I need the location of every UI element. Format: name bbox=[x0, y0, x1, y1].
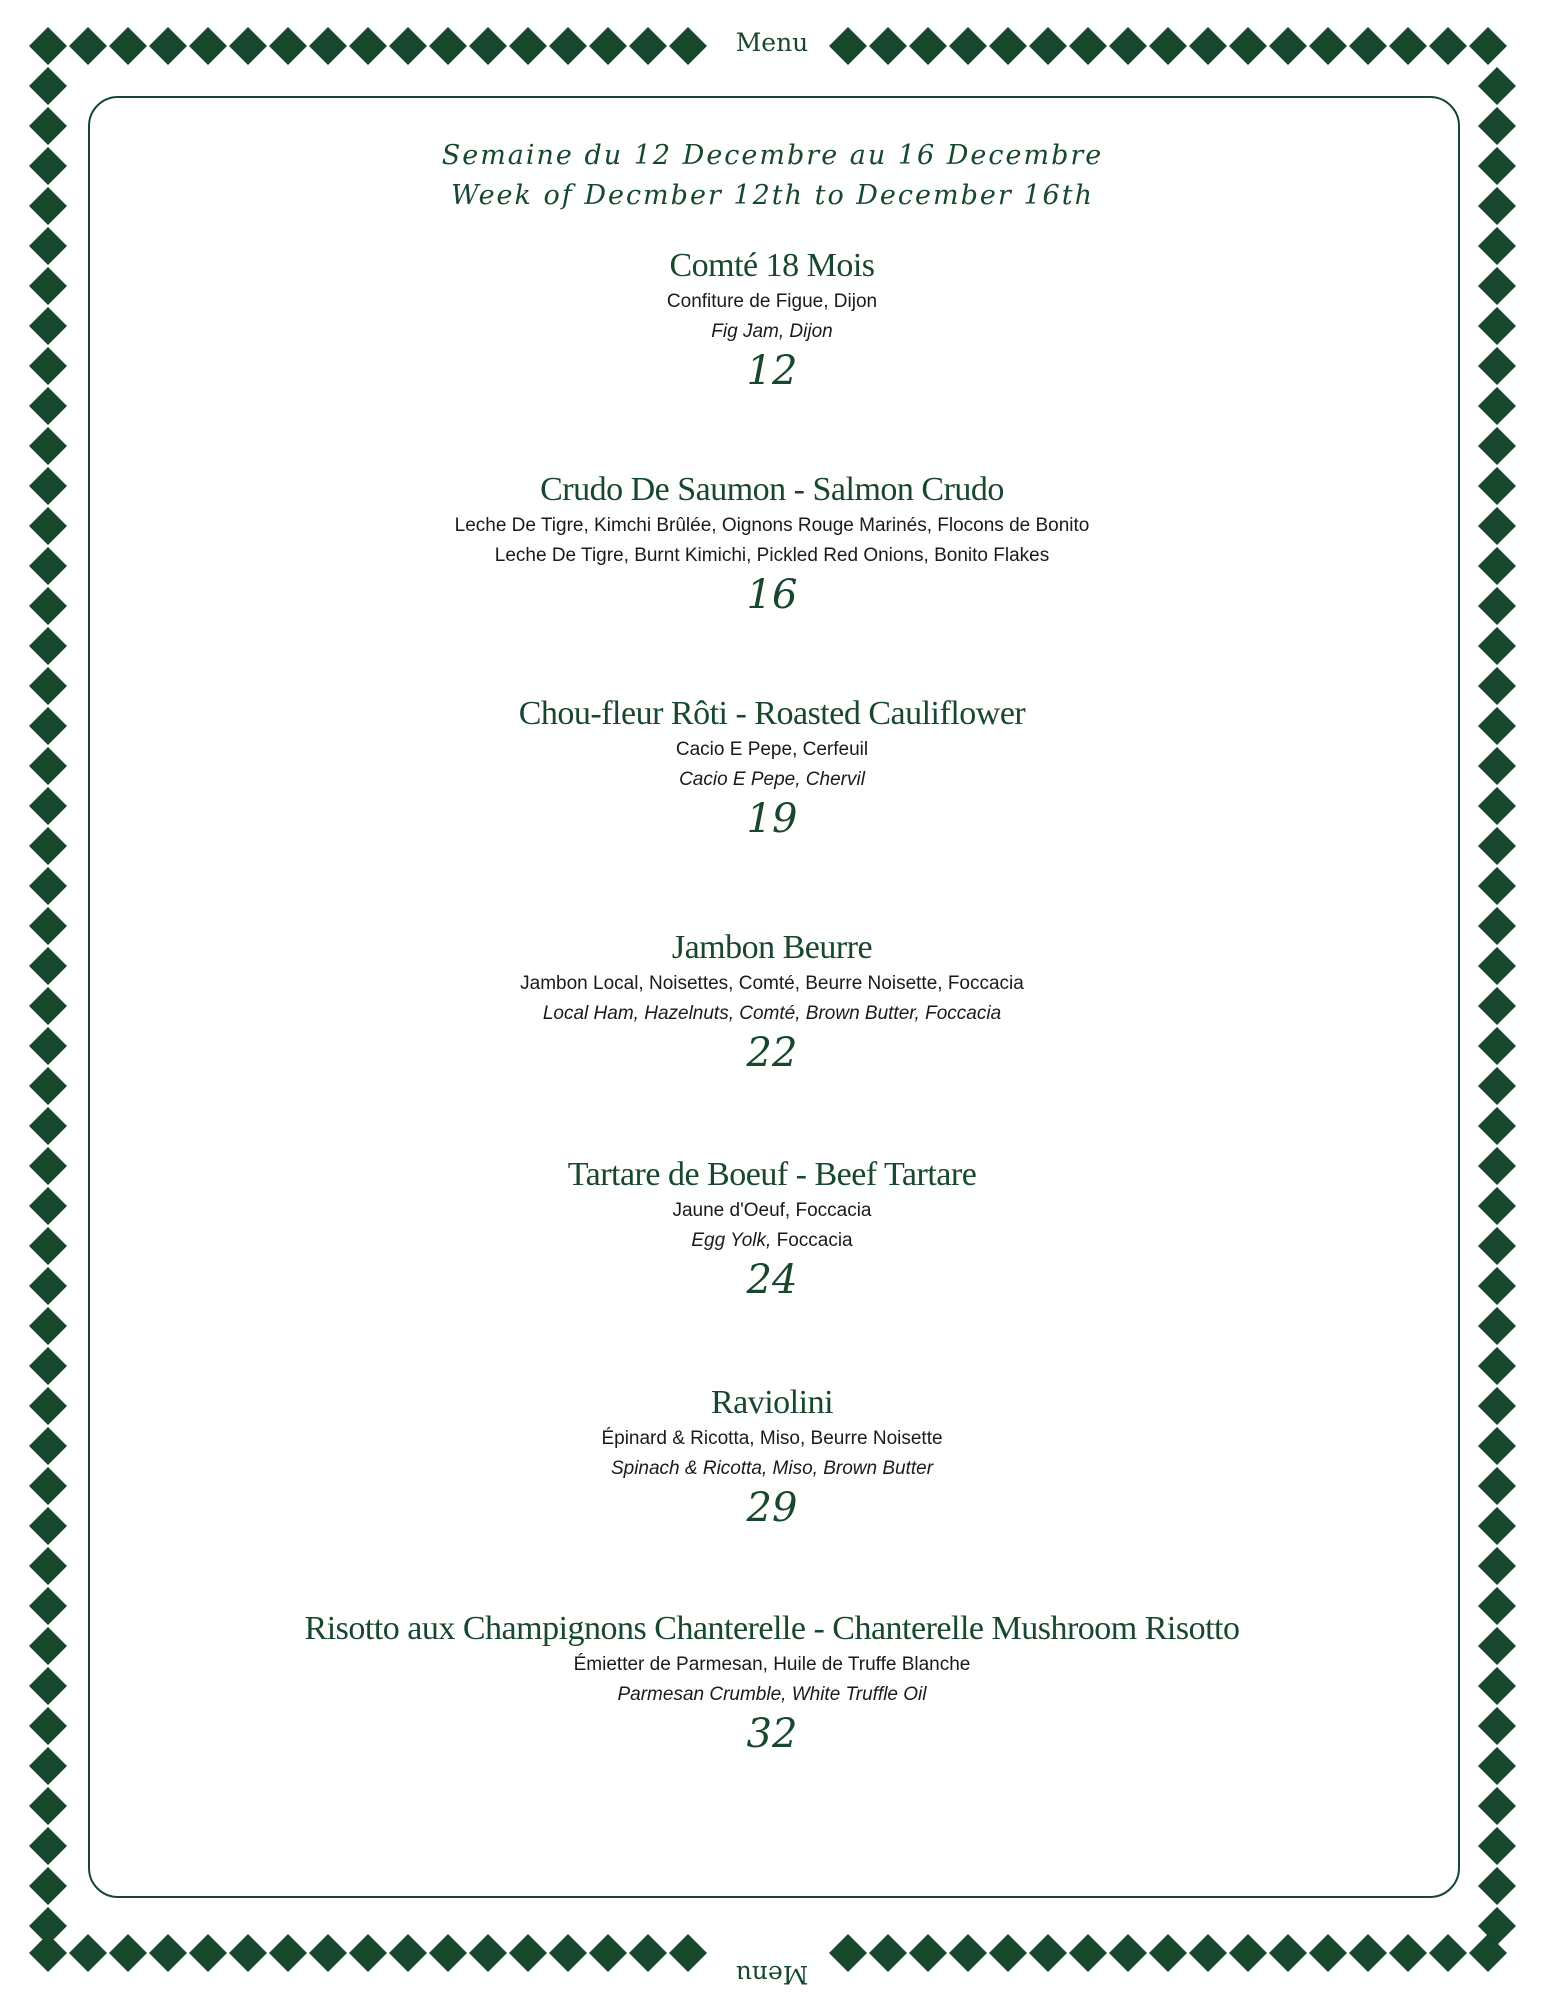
dish-description-english: Fig Jam, Dijon bbox=[711, 321, 833, 342]
border-diamond bbox=[1478, 1267, 1516, 1305]
dish-description-french: Jambon Local, Noisettes, Comté, Beurre Noisette, Foccacia bbox=[520, 973, 1024, 994]
border-diamond bbox=[1478, 1067, 1516, 1105]
border-diamond bbox=[1109, 1934, 1147, 1972]
dish-description-french: Épinard & Ricotta, Miso, Beurre Noisette bbox=[601, 1428, 943, 1449]
border-diamond bbox=[1478, 947, 1516, 985]
border-diamond bbox=[1229, 1934, 1267, 1972]
border-diamond bbox=[29, 1227, 67, 1265]
border-diamond bbox=[1429, 27, 1467, 65]
border-diamond bbox=[989, 1934, 1027, 1972]
border-diamond bbox=[69, 27, 107, 65]
border-diamond bbox=[29, 907, 67, 945]
week-heading-french: Semaine du 12 Decembre au 16 Decembre bbox=[441, 140, 1104, 171]
border-diamond bbox=[1478, 907, 1516, 945]
border-diamond bbox=[509, 27, 547, 65]
border-diamond bbox=[389, 27, 427, 65]
border-diamond bbox=[269, 27, 307, 65]
border-diamond bbox=[1478, 1027, 1516, 1065]
dish-title: Chou-fleur Rôti - Roasted Cauliflower bbox=[518, 695, 1026, 732]
dish-price: 29 bbox=[746, 1485, 798, 1531]
border-diamond bbox=[29, 387, 67, 425]
border-diamond bbox=[29, 1307, 67, 1345]
border-diamond bbox=[1389, 1934, 1427, 1972]
border-diamond bbox=[1478, 1587, 1516, 1625]
border-diamond bbox=[29, 227, 67, 265]
border-diamond bbox=[29, 1187, 67, 1225]
dish-description-english-italic: Egg Yolk, bbox=[691, 1230, 772, 1251]
dish-roasted-cauliflower bbox=[88, 694, 1456, 842]
border-diamond bbox=[29, 1347, 67, 1385]
border-diamond bbox=[1029, 27, 1067, 65]
border-diamond bbox=[29, 1067, 67, 1105]
border-diamond bbox=[1478, 1507, 1516, 1545]
dish-raviolini bbox=[88, 1383, 1456, 1531]
border-diamond bbox=[1189, 1934, 1227, 1972]
dish-description-french: Confiture de Figue, Dijon bbox=[666, 291, 878, 312]
border-diamond bbox=[29, 1427, 67, 1465]
border-diamond bbox=[29, 267, 67, 305]
border-diamond bbox=[29, 547, 67, 585]
border-diamond bbox=[1478, 427, 1516, 465]
border-diamond bbox=[29, 947, 67, 985]
border-diamond bbox=[1478, 1427, 1516, 1465]
border-diamond bbox=[29, 787, 67, 825]
border-diamond bbox=[1478, 1307, 1516, 1345]
border-diamond bbox=[1069, 27, 1107, 65]
border-diamond bbox=[1349, 27, 1387, 65]
border-diamond bbox=[29, 1627, 67, 1665]
border-diamond bbox=[1478, 227, 1516, 265]
border-diamond bbox=[309, 27, 347, 65]
border-diamond bbox=[509, 1934, 547, 1972]
border-diamond bbox=[29, 507, 67, 545]
dish-title: Tartare de Boeuf - Beef Tartare bbox=[567, 1156, 977, 1193]
border-diamond bbox=[29, 1867, 67, 1905]
border-diamond bbox=[1478, 267, 1516, 305]
border-diamond bbox=[29, 467, 67, 505]
border-diamond bbox=[1478, 1467, 1516, 1505]
border-diamond bbox=[29, 627, 67, 665]
border-diamond bbox=[29, 707, 67, 745]
border-diamond bbox=[29, 1107, 67, 1145]
border-diamond bbox=[1478, 1827, 1516, 1865]
border-diamond bbox=[1478, 707, 1516, 745]
border-diamond bbox=[909, 27, 947, 65]
border-diamond bbox=[29, 1387, 67, 1425]
border-diamond bbox=[469, 1934, 507, 1972]
dish-price: 19 bbox=[746, 796, 798, 842]
border-diamond bbox=[1429, 1934, 1467, 1972]
border-diamond bbox=[29, 587, 67, 625]
border-diamond bbox=[589, 27, 627, 65]
border-diamond bbox=[29, 1907, 67, 1945]
border-diamond bbox=[389, 1934, 427, 1972]
border-diamond bbox=[29, 667, 67, 705]
dish-salmon-crudo bbox=[88, 470, 1456, 618]
border-diamond bbox=[1478, 1787, 1516, 1825]
border-diamond bbox=[29, 1027, 67, 1065]
border-diamond bbox=[1478, 867, 1516, 905]
border-diamond bbox=[1269, 1934, 1307, 1972]
dish-description-english bbox=[88, 1227, 1456, 1255]
border-diamond bbox=[29, 1147, 67, 1185]
border-diamond bbox=[29, 1827, 67, 1865]
border-diamond bbox=[1478, 1347, 1516, 1385]
border-diamond bbox=[29, 347, 67, 385]
border-diamond bbox=[229, 27, 267, 65]
border-diamond bbox=[109, 27, 147, 65]
border-diamond bbox=[1109, 27, 1147, 65]
dish-price: 32 bbox=[746, 1711, 798, 1757]
border-diamond bbox=[189, 27, 227, 65]
border-diamond bbox=[29, 67, 67, 105]
border-diamond bbox=[1478, 627, 1516, 665]
border-diamond bbox=[1478, 1667, 1516, 1705]
week-heading-english: Week of Decmber 12th to December 16th bbox=[451, 180, 1094, 211]
border-diamond bbox=[29, 1267, 67, 1305]
dish-description-french: Leche De Tigre, Kimchi Brûlée, Oignons Rouge Marinés, Flocons de Bonito bbox=[454, 515, 1090, 536]
border-diamond bbox=[1478, 1107, 1516, 1145]
border-diamond bbox=[1478, 987, 1516, 1025]
border-diamond bbox=[1478, 827, 1516, 865]
border-diamond bbox=[229, 1934, 267, 1972]
border-diamond bbox=[1478, 1547, 1516, 1585]
border-diamond bbox=[29, 427, 67, 465]
border-diamond bbox=[869, 27, 907, 65]
border-diamond bbox=[349, 1934, 387, 1972]
border-diamond bbox=[949, 1934, 987, 1972]
dish-description-english: Parmesan Crumble, White Truffle Oil bbox=[617, 1684, 927, 1705]
border-diamond bbox=[1229, 27, 1267, 65]
border-diamond bbox=[29, 1787, 67, 1825]
dish-description-french: Cacio E Pepe, Cerfeuil bbox=[675, 739, 869, 760]
border-diamond bbox=[1478, 1627, 1516, 1665]
dish-description-english: Leche De Tigre, Burnt Kimichi, Pickled Red Onions, Bonito Flakes bbox=[494, 545, 1050, 566]
border-diamond bbox=[149, 27, 187, 65]
border-diamond bbox=[1478, 747, 1516, 785]
border-diamond bbox=[109, 1934, 147, 1972]
dish-description-english: Local Ham, Hazelnuts, Comté, Brown Butter, Foccacia bbox=[542, 1003, 1002, 1024]
border-diamond bbox=[69, 1934, 107, 1972]
border-diamond bbox=[1478, 1147, 1516, 1185]
dish-title: Risotto aux Champignons Chanterelle - Chanterelle Mushroom Risotto bbox=[304, 1610, 1240, 1647]
border-diamond bbox=[189, 1934, 227, 1972]
dish-title: Raviolini bbox=[710, 1384, 834, 1421]
border-diamond bbox=[269, 1934, 307, 1972]
border-diamond bbox=[1189, 27, 1227, 65]
border-diamond bbox=[1389, 27, 1427, 65]
border-diamond bbox=[1149, 27, 1187, 65]
border-diamond bbox=[949, 27, 987, 65]
border-menu-label-bottom: Menu bbox=[722, 1960, 822, 1989]
border-diamond bbox=[829, 27, 867, 65]
border-diamond bbox=[1478, 787, 1516, 825]
border-diamond bbox=[1478, 387, 1516, 425]
border-diamond bbox=[909, 1934, 947, 1972]
border-diamond bbox=[349, 27, 387, 65]
border-diamond bbox=[1478, 587, 1516, 625]
border-diamond bbox=[1269, 27, 1307, 65]
dish-price: 12 bbox=[746, 348, 798, 394]
border-diamond bbox=[669, 1934, 707, 1972]
dish-price: 22 bbox=[746, 1030, 798, 1076]
dish-description-english-upright: Foccacia bbox=[771, 1230, 853, 1251]
border-diamond bbox=[29, 1547, 67, 1585]
border-diamond bbox=[29, 827, 67, 865]
border-diamond bbox=[429, 27, 467, 65]
border-diamond bbox=[1478, 67, 1516, 105]
border-diamond bbox=[1478, 1187, 1516, 1225]
dish-title: Comté 18 Mois bbox=[669, 247, 875, 284]
border-diamond bbox=[429, 1934, 467, 1972]
border-diamond bbox=[29, 1587, 67, 1625]
dish-price: 16 bbox=[746, 572, 798, 618]
border-diamond bbox=[989, 27, 1027, 65]
border-diamond bbox=[1029, 1934, 1067, 1972]
dish-title: Crudo De Saumon - Salmon Crudo bbox=[540, 471, 1004, 508]
dish-description-french: Jaune d'Oeuf, Foccacia bbox=[672, 1200, 872, 1221]
dish-description-english: Cacio E Pepe, Chervil bbox=[679, 769, 865, 790]
border-diamond bbox=[1478, 1707, 1516, 1745]
border-diamond bbox=[29, 27, 67, 65]
border-diamond bbox=[29, 1747, 67, 1785]
border-diamond bbox=[1149, 1934, 1187, 1972]
border-diamond bbox=[29, 867, 67, 905]
border-diamond bbox=[1478, 667, 1516, 705]
border-diamond bbox=[1069, 1934, 1107, 1972]
dish-comte bbox=[88, 246, 1456, 394]
border-diamond bbox=[1478, 1747, 1516, 1785]
border-diamond bbox=[1309, 27, 1347, 65]
border-diamond bbox=[309, 1934, 347, 1972]
border-diamond bbox=[629, 27, 667, 65]
border-diamond bbox=[1478, 1227, 1516, 1265]
border-diamond bbox=[549, 1934, 587, 1972]
border-diamond bbox=[549, 27, 587, 65]
dish-mushroom-risotto bbox=[88, 1609, 1456, 1757]
border-diamond bbox=[669, 27, 707, 65]
border-diamond bbox=[629, 1934, 667, 1972]
border-diamond bbox=[29, 987, 67, 1025]
border-menu-label-top: Menu bbox=[722, 28, 822, 57]
dish-title: Jambon Beurre bbox=[671, 929, 873, 966]
border-diamond bbox=[1349, 1934, 1387, 1972]
dish-jambon-beurre bbox=[88, 928, 1456, 1076]
dish-beef-tartare bbox=[88, 1155, 1456, 1303]
dish-description-french: Émietter de Parmesan, Huile de Truffe Blanche bbox=[573, 1654, 971, 1675]
border-diamond bbox=[1478, 547, 1516, 585]
border-diamond bbox=[869, 1934, 907, 1972]
border-diamond bbox=[589, 1934, 627, 1972]
border-diamond bbox=[29, 1667, 67, 1705]
dish-price: 24 bbox=[746, 1257, 798, 1303]
border-diamond bbox=[1478, 467, 1516, 505]
border-diamond bbox=[1478, 307, 1516, 345]
border-diamond bbox=[29, 1467, 67, 1505]
border-diamond bbox=[29, 307, 67, 345]
border-diamond bbox=[1469, 27, 1507, 65]
border-diamond bbox=[1309, 1934, 1347, 1972]
border-diamond bbox=[1478, 1387, 1516, 1425]
border-diamond bbox=[829, 1934, 867, 1972]
border-diamond bbox=[149, 1934, 187, 1972]
border-diamond bbox=[1478, 507, 1516, 545]
border-diamond bbox=[1478, 347, 1516, 385]
border-diamond bbox=[29, 1707, 67, 1745]
dish-description-english: Spinach & Ricotta, Miso, Brown Butter bbox=[610, 1458, 934, 1479]
border-diamond bbox=[469, 27, 507, 65]
border-diamond bbox=[29, 747, 67, 785]
border-diamond bbox=[29, 1507, 67, 1545]
border-diamond bbox=[1478, 1867, 1516, 1905]
